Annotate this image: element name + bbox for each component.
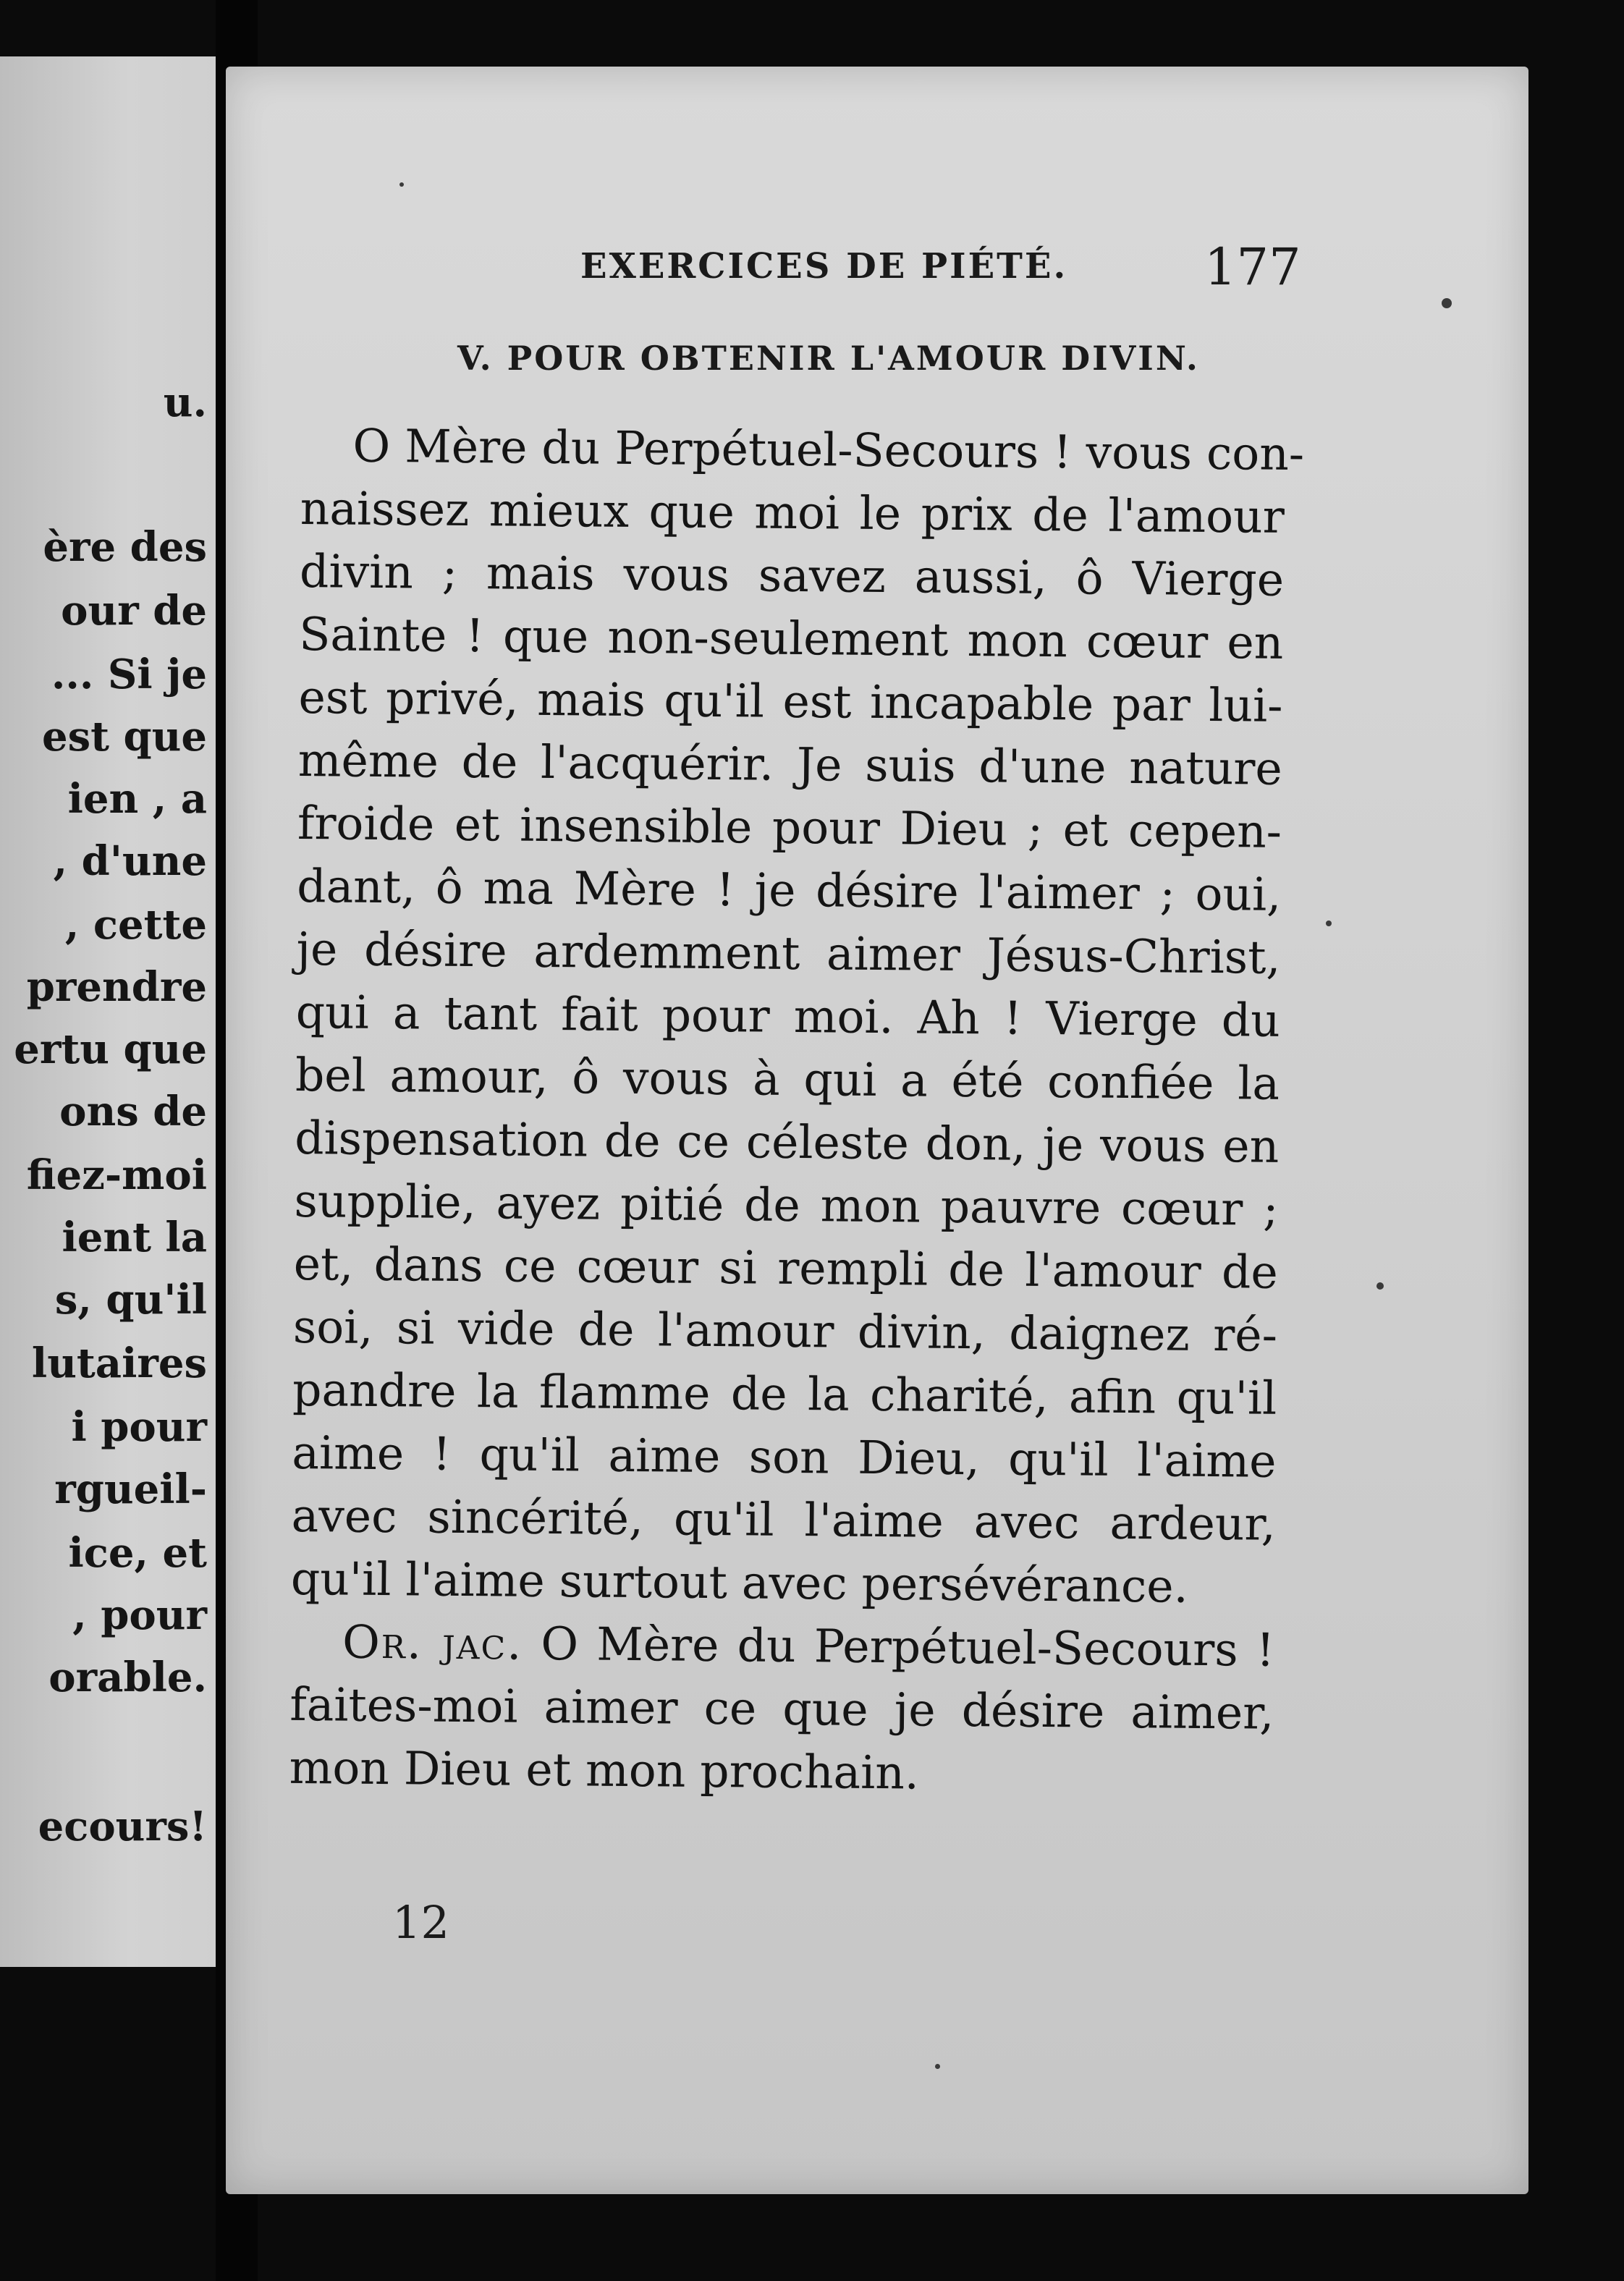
paragraph-line: qu'il l'aime surtout avec persévérance. [290, 1552, 1188, 1613]
right-page [226, 67, 1528, 2194]
left-page-fragment: ien , a [67, 775, 207, 823]
oraison-label: Or. jac. [342, 1615, 523, 1670]
left-page [0, 56, 216, 1967]
left-page-fragment: s, qu'il [54, 1276, 207, 1324]
left-page-fragment: ère des [43, 523, 207, 571]
paper-speck [399, 182, 404, 187]
left-page-fragment: lutaires [31, 1340, 207, 1387]
oraison-first-line [290, 1610, 1275, 1682]
left-page-fragment: est que [41, 713, 207, 761]
left-page-fragment: our de [61, 587, 207, 635]
left-page-fragment: u. [163, 378, 207, 426]
left-page-fragment: , cette [64, 901, 207, 949]
left-page-fragment: rgueil- [54, 1465, 207, 1513]
paragraph-line: supplie, ayez pitié de mon pauvre cœur ; [294, 1174, 1279, 1236]
paragraph-line: avec sincérité, qu'il l'aime avec ardeur, [291, 1489, 1276, 1551]
left-page-fragment: ient la [62, 1214, 207, 1261]
paragraph-line: qui a tant fait pour moi. Ah ! Vierge du [295, 985, 1281, 1047]
section-title: V. POUR OBTENIR L'AMOUR DIVIN. [457, 339, 1200, 378]
oraison-line: O Mère du Perpétuel-Secours ! [541, 1617, 1275, 1677]
left-page-fragment: ice, et [68, 1529, 207, 1577]
paragraph-line: dant, ô ma Mère ! je désire l'aimer ; oui, [296, 859, 1282, 921]
paper-speck [1376, 1282, 1384, 1290]
paragraph-line: aime ! qu'il aime son Dieu, qu'il l'aime [292, 1426, 1277, 1488]
paragraph-line: pandre la flamme de la charité, afin qu'il [292, 1363, 1277, 1425]
left-page-fragment: ertu que [14, 1025, 207, 1073]
oraison-line: faites-moi aimer ce que je désire aimer, [289, 1677, 1274, 1740]
left-page-fragment: i pour [71, 1403, 207, 1451]
body-text [289, 414, 1305, 1808]
left-page-fragment: , d'une [53, 837, 207, 885]
left-page-fragment: ... Si je [51, 651, 207, 698]
paragraph-line: naissez mieux que moi le prix de l'amour [300, 481, 1285, 543]
paragraph-line: est privé, mais qu'il est incapable par lui- [298, 670, 1283, 732]
paper-speck [935, 2064, 940, 2069]
paragraph-line: O Mère du Perpétuel-Secours ! vous con- [352, 419, 1305, 481]
left-page-fragment: fiez-moi [26, 1151, 207, 1199]
paragraph-line: dispensation de ce céleste don, je vous en [294, 1111, 1280, 1173]
left-page-fragment: , pour [72, 1591, 207, 1639]
page-number: 177 [1204, 237, 1301, 297]
oraison-line: mon Dieu et mon prochain. [289, 1740, 920, 1800]
paragraph-line: même de l'acquérir. Je suis d'une nature [297, 733, 1283, 795]
paper-speck [1326, 921, 1332, 926]
running-head: EXERCICES DE PIÉTÉ. [580, 246, 1068, 287]
paragraph-line: et, dans ce cœur si rempli de l'amour de [293, 1237, 1279, 1299]
paragraph-line: froide et insensible pour Dieu ; et cepen- [297, 796, 1282, 858]
paragraph-line: divin ; mais vous savez aussi, ô Vierge [299, 544, 1285, 606]
paragraph-line: je désire ardemment aimer Jésus-Christ, [296, 922, 1281, 984]
paragraph-line: soi, si vide de l'amour divin, daignez ré- [292, 1300, 1278, 1362]
paragraph-line: bel amour, ô vous à qui a été confiée la [295, 1048, 1280, 1110]
left-page-fragment: ons de [59, 1088, 207, 1135]
left-page-fragment: ecours! [38, 1803, 207, 1850]
paper-speck [1442, 298, 1452, 308]
left-page-fragment: prendre [26, 963, 207, 1011]
signature-mark: 12 [392, 1896, 449, 1949]
left-page-fragment: orable. [48, 1654, 207, 1701]
paragraph-line: Sainte ! que non-seulement mon cœur en [299, 607, 1284, 669]
